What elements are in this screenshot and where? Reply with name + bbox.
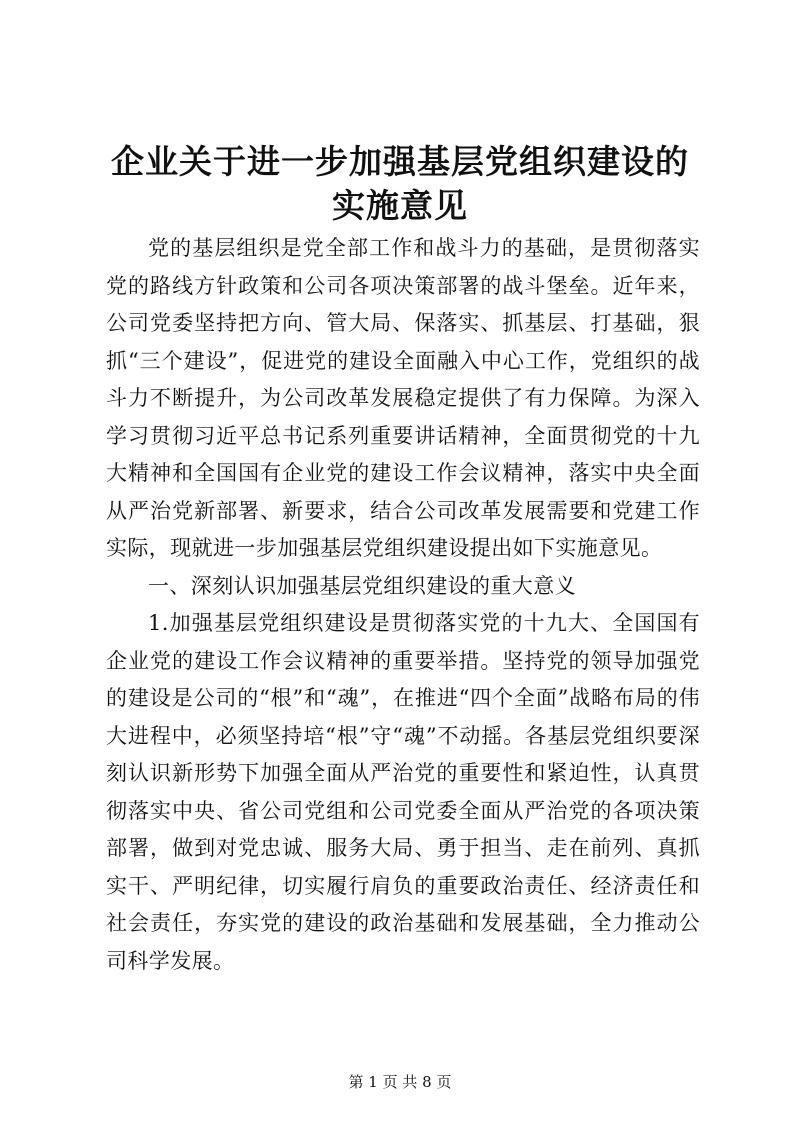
document-title: 企业关于进一步加强基层党组织建设的实施意见 (111, 142, 689, 225)
section-paragraph: 1.加强基层党组织建设是贯彻落实党的十九大、全国国有企业党的建设工作会议精神的重要举措。坚持党的领导加强党的建设是公司的“根”和“魂”，在推进“四个全面”战略布局的伟大进程中，必须坚持培“根”守“魂”不动摇。各基层党组织要深刻认识新形势下加强全面从严治党的重要性和紧迫性，认真贯彻落实中央、省公司党组和公司党委全面从严治党的各项决策部署，做到对党忠诚、服务大局、勇于担当、走在前列、真抓实干、严明纪律，切实履行肩负的重要政治责任、经济责任和社会责任，夯实党的建设的政治基础和发展基础，全力推动公司科学发展。 (106, 611, 700, 973)
intro-paragraph: 党的基层组织是党全部工作和战斗力的基础，是贯彻落实党的路线方针政策和公司各项决策部署的战斗堡垒。近年来，公司党委坚持把方向、管大局、保落实、抓基层、打基础，狠抓“三个建设”，促进党的建设全面融入中心工作，党组织的战斗力不断提升，为公司改革发展稳定提供了有力保障。为深入学习贯彻习近平总书记系列重要讲话精神，全面贯彻党的十九大精神和全国国有企业党的建设工作会议精神，落实中央全面从严治党新部署、新要求，结合公司改革发展需要和党建工作实际，现就进一步加强基层党组织建设提出如下实施意见。 (106, 236, 700, 560)
section-heading: 一、深刻认识加强基层党组织建设的重大意义 (148, 573, 576, 598)
page-number-footer: 第 1 页 共 8 页 (348, 1073, 452, 1091)
document-body (106, 230, 700, 980)
